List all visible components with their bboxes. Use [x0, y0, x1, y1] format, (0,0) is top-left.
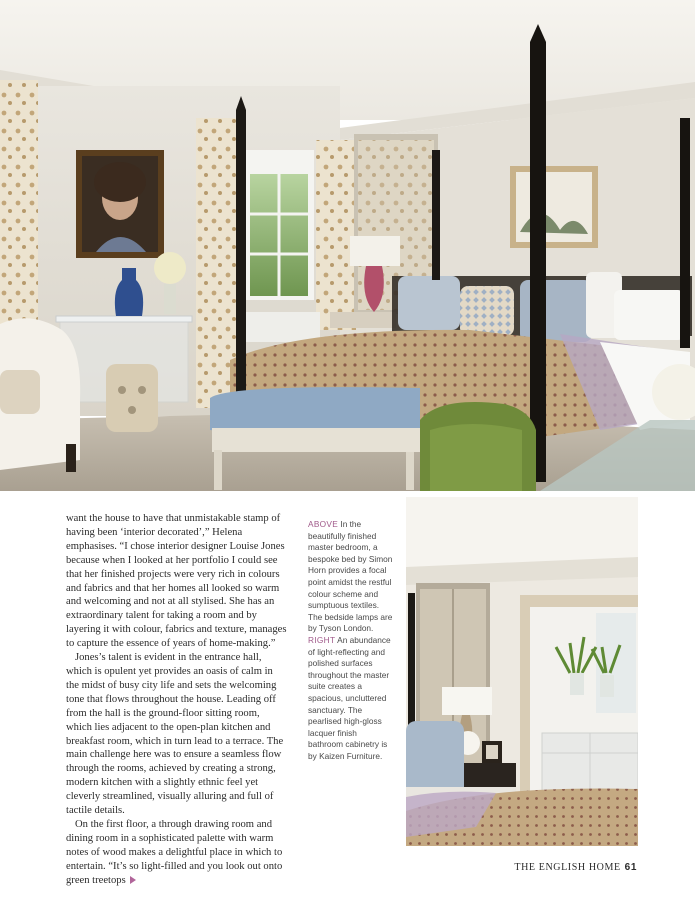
continue-arrow-icon	[130, 876, 136, 884]
caption-right-text: An abundance of light-reflecting and polished surfaces throughout the master suite creates a spacious, uncluttered sanctuary. The pearlised high-gloss lacquer finish bathroom cabinetry is by Kaizen Furniture.	[308, 634, 391, 761]
caption-right	[308, 635, 394, 763]
caption-above-text: In the beautifully finished master bedroom, a bespoke bed by Simon Horn provides a focal point amidst the restful colour scheme and sumptuous textiles. The bedside lamps are by Tyson London.	[308, 519, 393, 634]
paragraph: Jones’s talent is evident in the entrance hall, which is opulent yet provides an oasis of calm in the midst of busy city life and sets the welcoming tone that flows throughout the house. Leading off from the hall is the ground-floor sitting room, which lies adjacent to the open-plan kitchen and breakfast room, which in turn lead to a terrace. The main challenge here was to ensure a seamless flow through the rooms, achieved by creating a strong, modern kitchen with a slightly ethnic feel yet cleverly streamlined, visually alluring and full of tactile details.	[66, 652, 284, 817]
photo-captions	[308, 519, 394, 762]
article-body	[66, 512, 288, 887]
caption-above	[308, 519, 394, 635]
magazine-name: THE ENGLISH HOME	[514, 862, 621, 873]
paragraph-continued	[66, 818, 288, 888]
bathroom-view-photo	[406, 497, 638, 846]
paragraph: want the house to have that unmistakable stamp of having been ‘interior decorated’,” Helena emphasises. “I chose interior designer Louise Jones because when I looked at her portfolio I could see that her finished projects were very rich in colours and fabrics and that her homes all looked so warm and welcoming and not at all stylised. She has an extraordinary talent for taking a room and by layering it with colour, fabrics and texture, manages to capture the essence of years of home-making.”	[66, 513, 287, 650]
caption-tag-above: ABOVE	[308, 519, 339, 529]
page-footer	[514, 862, 637, 873]
page-number: 61	[624, 862, 637, 873]
paragraph-text: On the first floor, a through drawing room and dining room in a sophisticated palette with warm notes of wood makes a delightful place in which to entertain. “It’s so light-filled and you look out onto green treetops	[66, 818, 283, 886]
caption-tag-right: RIGHT	[308, 634, 336, 645]
